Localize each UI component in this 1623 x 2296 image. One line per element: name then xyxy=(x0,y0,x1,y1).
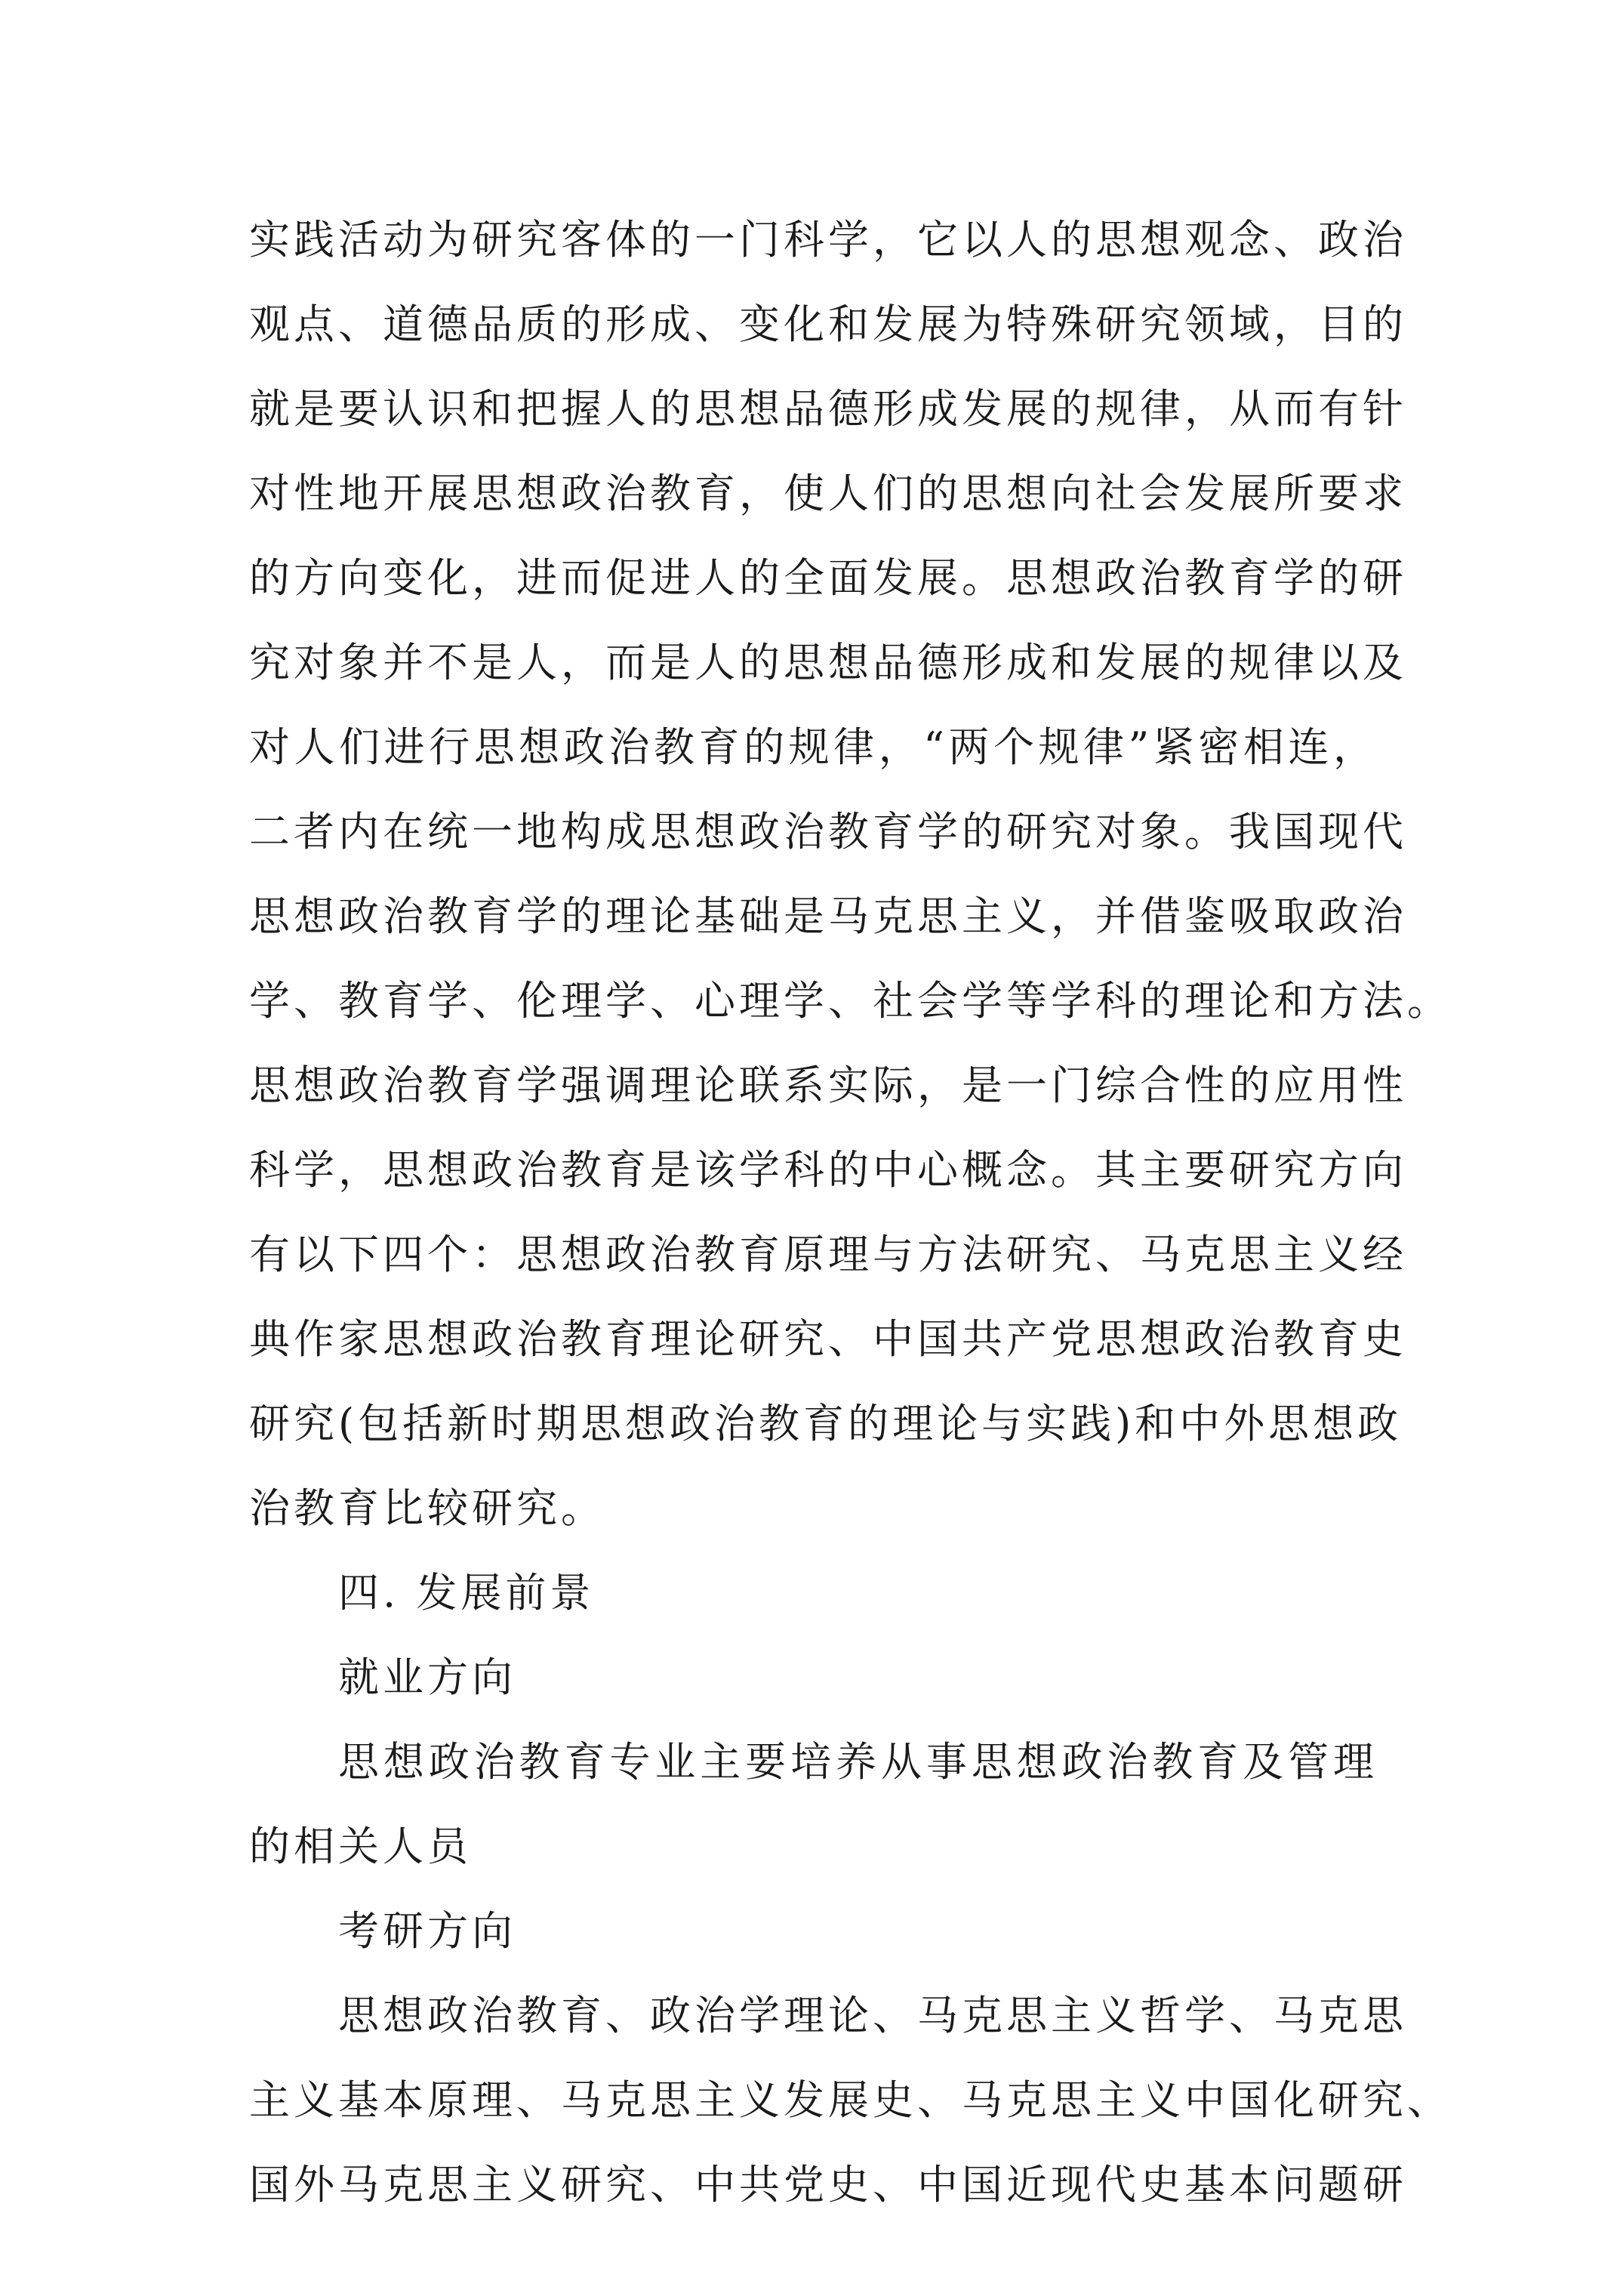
subheading: 就业方向 xyxy=(338,1653,516,1701)
text-line: 典作家思想政治教育理论研究、中国共产党思想政治教育史 xyxy=(249,1315,1407,1363)
text-line: 二者内在统一地构成思想政治教育学的研究对象。我国现代 xyxy=(249,808,1407,855)
text-line: 思想政治教育专业主要培养从事思想政治教育及管理 xyxy=(338,1738,1378,1786)
text-line: 究对象并不是人，而是人的思想品德形成和发展的规律以及 xyxy=(249,639,1407,686)
text-line: 的相关人员 xyxy=(249,1823,472,1870)
text-line: 学、教育学、伦理学、心理学、社会学等学科的理论和方法。 xyxy=(249,977,1452,1025)
text-line: 观点、道德品质的形成、变化和发展为特殊研究领域，目的 xyxy=(249,300,1407,348)
subheading: 考研方向 xyxy=(338,1907,516,1955)
text-line: 国外马克思主义研究、中共党史、中国近现代史基本问题研 xyxy=(249,2161,1407,2208)
text-line: 实践活动为研究客体的一门科学，它以人的思想观念、政治 xyxy=(249,216,1407,264)
text-line: 就是要认识和把握人的思想品德形成发展的规律，从而有针 xyxy=(249,385,1407,433)
text-line: 科学，思想政治教育是该学科的中心概念。其主要研究方向 xyxy=(249,1146,1407,1194)
text-line: 主义基本原理、马克思主义发展史、马克思主义中国化研究、 xyxy=(249,2076,1452,2124)
text-line: 治教育比较研究。 xyxy=(249,1484,605,1532)
text-line: 有以下四个：思想政治教育原理与方法研究、马克思主义经 xyxy=(249,1231,1407,1278)
text-line: 对性地开展思想政治教育，使人们的思想向社会发展所要求 xyxy=(249,470,1407,517)
text-line: 思想政治教育、政治学理论、马克思主义哲学、马克思 xyxy=(338,1992,1407,2039)
text-line: 研究(包括新时期思想政治教育的理论与实践)和中外思想政 xyxy=(249,1400,1403,1447)
text-line: 对人们进行思想政治教育的规律，“两个规律”紧密相连， xyxy=(249,723,1378,771)
text-line: 思想政治教育学强调理论联系实际，是一门综合性的应用性 xyxy=(249,1062,1407,1109)
body-text xyxy=(249,198,1452,2227)
section-heading: 四. 发展前景 xyxy=(338,1569,595,1616)
text-line: 的方向变化，进而促进人的全面发展。思想政治教育学的研 xyxy=(249,554,1407,602)
text-line: 思想政治教育学的理论基础是马克思主义，并借鉴吸取政治 xyxy=(249,892,1407,940)
